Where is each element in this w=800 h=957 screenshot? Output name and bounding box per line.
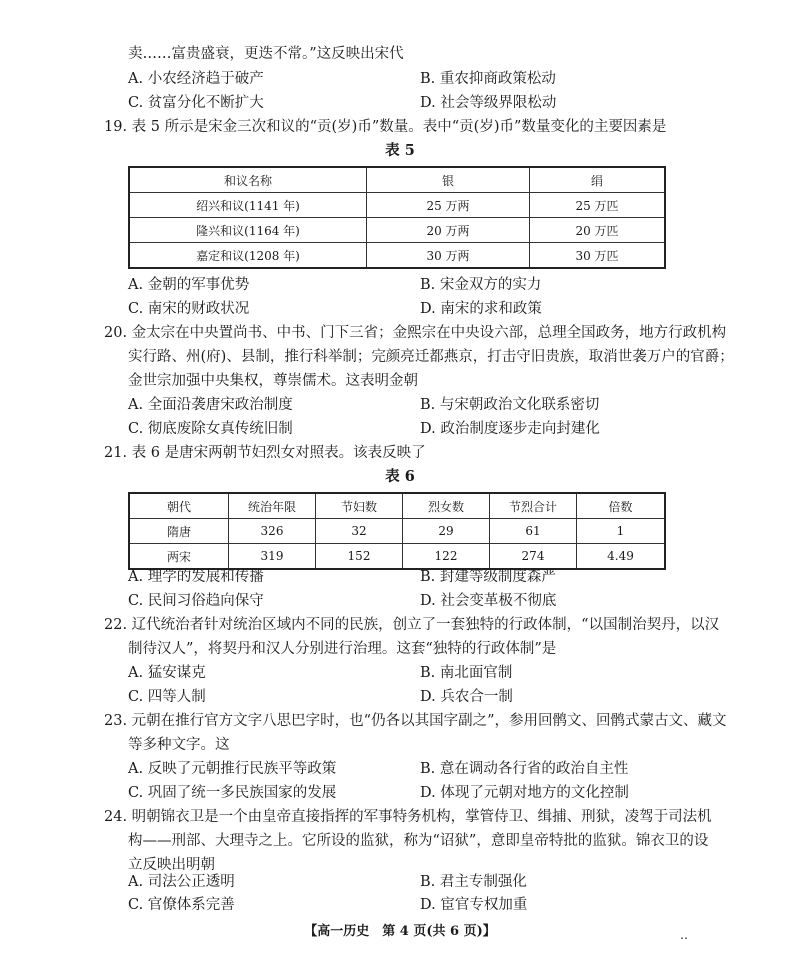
q19-stem: 19. 表 5 所示是宋金三次和议的“贡(岁)币”数量。表中“贡(岁)币”数量变化的主要因素是 [104, 119, 667, 135]
table5 [128, 166, 666, 269]
table-cell: 20 万匹 [530, 218, 666, 243]
table-row [129, 218, 665, 243]
table6-header-cell: 朝代 [129, 493, 229, 519]
table-row [129, 519, 665, 544]
q24-stem-line-1: 24. 明朝锦衣卫是一个由皇帝直接指挥的军事特务机构，掌管侍卫、缉捕、刑狱，凌驾于司法机 [104, 809, 712, 825]
table5-header-cell: 银 [367, 167, 530, 193]
table5-header-cell: 和议名称 [129, 167, 367, 193]
q20-option-b[interactable]: B. 与宋朝政治文化联系密切 [420, 397, 600, 413]
table-row [129, 544, 665, 570]
table-cell: 4.49 [577, 544, 666, 570]
table6-header-row [129, 493, 665, 519]
q24-stem-line-3: 立反映出明朝 [128, 857, 215, 873]
q20-option-d[interactable]: D. 政治制度逐步走向封建化 [420, 421, 600, 437]
q18-option-a[interactable]: A. 小农经济趋于破产 [128, 71, 264, 87]
table-cell: 嘉定和议(1208 年) [129, 243, 367, 269]
q23-option-d[interactable]: D. 体现了元朝对地方的文化控制 [420, 785, 629, 801]
table-cell: 25 万两 [367, 193, 530, 218]
q23-stem-line-2: 等多种文字。这 [128, 737, 230, 753]
table5-header-cell: 绢 [530, 167, 666, 193]
q20-stem-line-3: 金世宗加强中央集权，尊崇儒术。这表明金朝 [128, 373, 418, 389]
table-cell: 32 [316, 519, 403, 544]
table-cell: 29 [403, 519, 490, 544]
q18-option-c[interactable]: C. 贫富分化不断扩大 [128, 95, 264, 111]
table6-header-cell: 节妇数 [316, 493, 403, 519]
q23-stem-line-1: 23. 元朝在推行官方文字八思巴字时，也“仍各以其国字副之”，参用回鹘文、回鹘式蒙古文、藏文 [104, 713, 727, 729]
table-cell: 20 万两 [367, 218, 530, 243]
q19-option-b[interactable]: B. 宋金双方的实力 [420, 277, 542, 293]
q24-option-b[interactable]: B. 君主专制强化 [420, 874, 527, 890]
table6-header-cell: 烈女数 [403, 493, 490, 519]
table-cell: 25 万匹 [530, 193, 666, 218]
q20-option-c[interactable]: C. 彻底废除女真传统旧制 [128, 421, 293, 437]
table-cell: 61 [490, 519, 577, 544]
q24-option-c[interactable]: C. 官僚体系完善 [128, 897, 235, 913]
table-cell: 152 [316, 544, 403, 570]
q22-stem-line-2: 制待汉人”，将契丹和汉人分别进行治理。这套“独特的行政体制”是 [128, 641, 557, 657]
q21-stem: 21. 表 6 是唐宋两朝节妇烈女对照表。该表反映了 [104, 445, 426, 461]
q18-option-b[interactable]: B. 重农抑商政策松动 [420, 71, 556, 87]
q18-option-d[interactable]: D. 社会等级界限松动 [420, 95, 557, 111]
table-cell: 1 [577, 519, 666, 544]
table-cell: 隋唐 [129, 519, 229, 544]
table5-caption: 表 5 [385, 142, 415, 159]
table5-header-row [129, 167, 665, 193]
table-cell: 30 万匹 [530, 243, 666, 269]
table6-header-cell: 节烈合计 [490, 493, 577, 519]
q22-option-b[interactable]: B. 南北面官制 [420, 665, 513, 681]
q18-stem-tail: 卖……富贵盛衰，更迭不常。”这反映出宋代 [128, 46, 404, 62]
corner-mark: ‥ [680, 928, 689, 942]
q24-option-a[interactable]: A. 司法公正透明 [128, 874, 235, 890]
q21-option-c[interactable]: C. 民间习俗趋向保守 [128, 593, 264, 609]
q20-stem-line-2: 实行路、州(府)、县制，推行科举制；完颜亮迁都燕京，打击守旧贵族，取消世袭万户的官爵； [128, 349, 734, 365]
q21-option-a[interactable]: A. 理学的发展和传播 [128, 569, 264, 585]
table-cell: 30 万两 [367, 243, 530, 269]
page-footer: 【高一历史 第 4 页(共 6 页)】 [304, 924, 496, 939]
table-row [129, 243, 665, 269]
q22-option-c[interactable]: C. 四等人制 [128, 689, 206, 705]
table6 [128, 492, 666, 570]
table-cell: 319 [229, 544, 316, 570]
q19-option-d[interactable]: D. 南宋的求和政策 [420, 301, 542, 317]
q19-option-a[interactable]: A. 金朝的军事优势 [128, 277, 250, 293]
q20-stem-line-1: 20. 金太宗在中央置尚书、中书、门下三省；金熙宗在中央设六部，总理全国政务，地方行政机构 [104, 325, 727, 341]
table6-caption: 表 6 [385, 468, 415, 485]
table6-header-cell: 倍数 [577, 493, 666, 519]
q21-option-d[interactable]: D. 社会变革极不彻底 [420, 593, 557, 609]
table6-header-cell: 统治年限 [229, 493, 316, 519]
q19-option-c[interactable]: C. 南宋的财政状况 [128, 301, 250, 317]
q23-option-c[interactable]: C. 巩固了统一多民族国家的发展 [128, 785, 337, 801]
table-cell: 绍兴和议(1141 年) [129, 193, 367, 218]
table-cell: 122 [403, 544, 490, 570]
q21-option-b[interactable]: B. 封建等级制度森严 [420, 569, 556, 585]
table-row [129, 193, 665, 218]
q22-option-d[interactable]: D. 兵农合一制 [420, 689, 513, 705]
q20-option-a[interactable]: A. 全面沿袭唐宋政治制度 [128, 397, 293, 413]
q23-option-a[interactable]: A. 反映了元朝推行民族平等政策 [128, 761, 337, 777]
q24-stem-line-2: 构——刑部、大理寺之上。它所设的监狱，称为“诏狱”，意即皇帝特批的监狱。锦衣卫的设 [128, 833, 709, 849]
q22-option-a[interactable]: A. 猛安谋克 [128, 665, 206, 681]
table-cell: 274 [490, 544, 577, 570]
q22-stem-line-1: 22. 辽代统治者针对统治区域内不同的民族，创立了一套独特的行政体制，“以国制治契丹，以汉 [104, 617, 720, 633]
table-cell: 326 [229, 519, 316, 544]
q24-option-d[interactable]: D. 宦官专权加重 [420, 897, 528, 913]
q23-option-b[interactable]: B. 意在调动各行省的政治自主性 [420, 761, 629, 777]
table-cell: 两宋 [129, 544, 229, 570]
table-cell: 隆兴和议(1164 年) [129, 218, 367, 243]
